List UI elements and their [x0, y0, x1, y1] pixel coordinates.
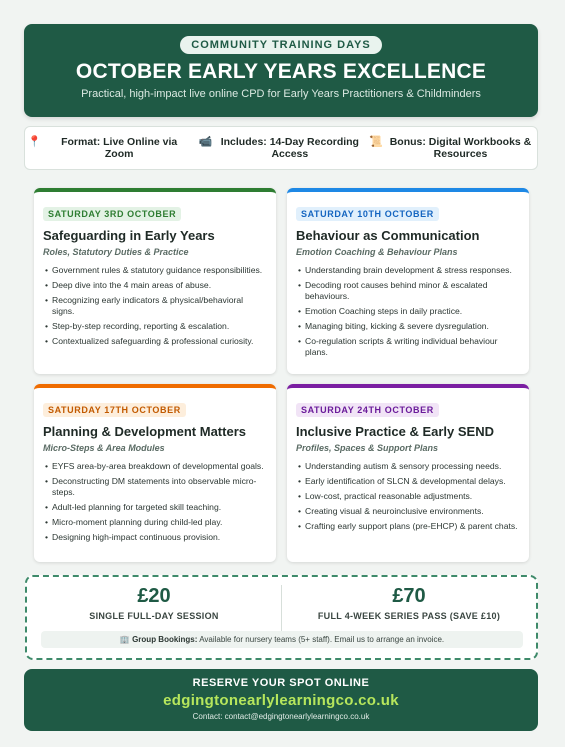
price-series: [281, 585, 536, 637]
pricing-box: [25, 575, 538, 660]
session-title: Inclusive Practice & Early SEND: [296, 424, 494, 439]
info-bonus: [369, 136, 534, 160]
reserve-heading: RESERVE YOUR SPOT ONLINE: [192, 677, 370, 689]
list-item: • Adult-led planning for targeted skill teaching.: [43, 502, 267, 513]
list-item: • Low-cost, practical reasonable adjustments.: [296, 491, 520, 502]
list-item: • Step-by-step recording, reporting & escalation.: [43, 321, 267, 332]
website-link[interactable]: edgingtonearlylearningco.co.uk: [163, 692, 399, 709]
session-date: SATURDAY 17TH OCTOBER: [43, 403, 186, 417]
header-badge: COMMUNITY TRAINING DAYS: [180, 36, 381, 54]
building-icon: 🏢: [119, 635, 130, 644]
contact-email[interactable]: Contact: contact@edgingtonearlylearningco.co.uk: [192, 712, 370, 721]
session-category: Micro-Steps & Area Modules: [43, 443, 165, 453]
session-title: Planning & Development Matters: [43, 424, 246, 439]
session-title: Behaviour as Communication: [296, 228, 480, 243]
list-item: • Managing biting, kicking & severe dysregulation.: [296, 321, 520, 332]
info-recording-text: Includes: 14-Day Recording Access: [220, 136, 359, 160]
session-date: SATURDAY 24TH OCTOBER: [296, 403, 439, 417]
list-item: • Deep dive into the 4 main areas of abuse.: [43, 280, 267, 291]
price-series-amount: £70: [392, 585, 426, 607]
reserve-banner: [24, 669, 538, 731]
list-item: • Micro-moment planning during child-led play.: [43, 517, 267, 528]
pin-icon: 📍: [27, 136, 42, 148]
header-banner: [24, 24, 538, 117]
list-item: • Deconstructing DM statements into observable micro-steps.: [43, 476, 267, 498]
info-format-text: Format: Live Online via Zoom: [61, 136, 178, 160]
session-card-inclusive: [287, 384, 529, 562]
list-item: • Emotion Coaching steps in daily practice.: [296, 306, 520, 317]
list-item: • Recognizing early indicators & physical/behavioral signs.: [43, 295, 267, 317]
info-bonus-text: Bonus: Digital Workbooks & Resources: [389, 136, 532, 160]
session-card-planning: [34, 384, 276, 562]
group-bookings-note: [41, 631, 523, 648]
info-recording: [198, 136, 363, 160]
session-card-safeguarding: [34, 188, 276, 374]
list-item: • Decoding root causes behind minor & escalated behaviours.: [296, 280, 520, 302]
info-format: [28, 136, 193, 160]
page-subtitle: Practical, high-impact live online CPD for Early Years Practitioners & Childminders: [81, 88, 481, 100]
price-single: [27, 585, 281, 637]
list-item: • Understanding brain development & stress responses.: [296, 265, 520, 276]
session-card-behaviour: [287, 188, 529, 374]
list-item: • Contextualized safeguarding & professional curiosity.: [43, 336, 267, 347]
group-bookings-label: Group Bookings:: [132, 635, 198, 644]
price-options: [27, 585, 536, 637]
scroll-icon: 📜: [369, 136, 383, 148]
session-points: [296, 461, 520, 532]
list-item: • Crafting early support plans (pre-EHCP) & parent chats.: [296, 521, 520, 532]
list-item: • Early identification of SLCN & developmental delays.: [296, 476, 520, 487]
session-category: Profiles, Spaces & Support Plans: [296, 443, 439, 453]
list-item: • EYFS area-by-area breakdown of developmental goals.: [43, 461, 267, 472]
group-bookings-text: Available for nursery teams (5+ staff). Email us to arrange an invoice.: [199, 635, 445, 644]
list-item: • Designing high-impact continuous provision.: [43, 532, 267, 543]
session-date: SATURDAY 3RD OCTOBER: [43, 207, 181, 221]
price-single-amount: £20: [137, 585, 171, 607]
session-date: SATURDAY 10TH OCTOBER: [296, 207, 439, 221]
session-points: [296, 265, 520, 358]
session-category: Emotion Coaching & Behaviour Plans: [296, 247, 458, 257]
list-item: • Creating visual & neuroinclusive environments.: [296, 506, 520, 517]
price-series-label: FULL 4-WEEK SERIES PASS (SAVE £10): [317, 611, 501, 621]
page-title: OCTOBER EARLY YEARS EXCELLENCE: [75, 60, 487, 83]
list-item: • Understanding autism & sensory processing needs.: [296, 461, 520, 472]
list-item: • Government rules & statutory guidance responsibilities.: [43, 265, 267, 276]
price-single-label: SINGLE FULL-DAY SESSION: [89, 611, 219, 621]
list-item: • Co-regulation scripts & writing individual behaviour plans.: [296, 336, 520, 358]
session-category: Roles, Statutory Duties & Practice: [43, 247, 189, 257]
session-points: [43, 265, 267, 347]
session-points: [43, 461, 267, 543]
session-title: Safeguarding in Early Years: [43, 228, 215, 243]
video-camera-icon: 📹: [198, 136, 213, 148]
info-bar: [24, 126, 538, 170]
